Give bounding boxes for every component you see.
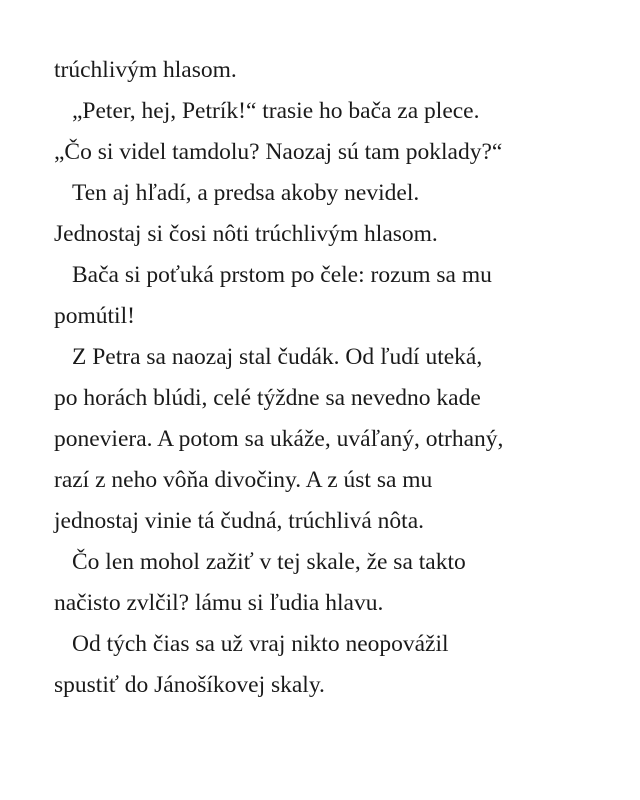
text-line: po horách blúdi, celé týždne sa nevedno kade [54,385,481,411]
text-line: načisto zvlčil? lámu si ľudia hlavu. [54,590,384,616]
text-line: trúchlivým hlasom. [54,57,237,83]
text-line: Ten aj hľadí, a predsa akoby nevidel. [72,180,420,206]
text-line: spustiť do Jánošíkovej skaly. [54,672,325,698]
text-line: Bača si poťuká prstom po čele: rozum sa mu [72,262,492,288]
text-line: jednostaj vinie tá čudná, trúchlivá nôta. [54,508,425,534]
body-text [54,50,599,706]
text-line: „Čo si videl tamdolu? Naozaj sú tam poklady?“ [54,139,503,165]
text-line: pomútil! [54,303,135,329]
text-line: Jednostaj si čosi nôti trúchlivým hlasom. [54,221,438,247]
text-line: Čo len mohol zažiť v tej skale, že sa takto [72,549,466,575]
text-line: „Peter, hej, Petrík!“ trasie ho bača za plece. [72,98,480,124]
text-line: Z Petra sa naozaj stal čudák. Od ľudí uteká, [72,344,483,370]
text-line: poneviera. A potom sa ukáže, uváľaný, otrhaný, [54,426,504,452]
text-line: Od tých čias sa už vraj nikto neopovážil [72,631,449,657]
text-line: razí z neho vôňa divočiny. A z úst sa mu [54,467,433,493]
